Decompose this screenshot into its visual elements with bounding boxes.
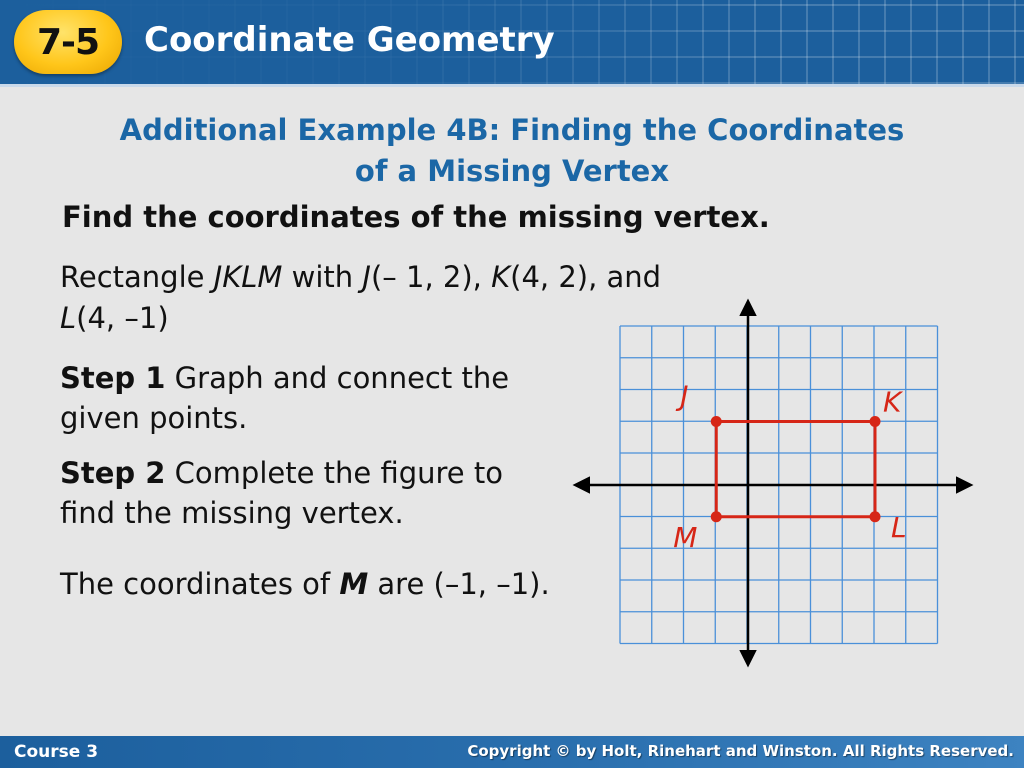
point-l-coords: (4, –1) [76,301,169,335]
answer-vertex: M [339,567,369,601]
step-1-label: Step 1 [60,361,166,395]
rectangle-jklm [716,422,875,517]
answer-text [60,564,560,604]
vertex-j-label: J [680,379,689,413]
vertex-m-point [711,511,722,522]
point-k-coords: (4, 2), and [510,260,662,294]
step-1-text: Graph and connect the given points. [60,361,510,435]
step-2-label: Step 2 [60,456,166,490]
vertex-j-point [711,416,722,427]
problem-text-2: with [282,260,363,294]
vertex-points [711,416,881,522]
vertex-l-label: L [891,510,907,544]
instruction-text: Find the coordinates of the missing vertex. [62,200,770,234]
vertex-k-point [870,416,881,427]
vertex-k-label: K [883,385,902,419]
point-k-label: K [491,260,511,294]
point-j-label: J [362,260,371,294]
lesson-title: Coordinate Geometry [144,20,555,60]
answer-text-1: The coordinates of [60,567,340,601]
example-title [40,110,984,192]
step-1 [60,358,560,438]
problem-text-1: Rectangle [60,260,214,294]
example-title-line2: of a Missing Vertex [354,154,670,188]
step-2-text: Complete the figure to find the missing vertex. [60,456,503,530]
lesson-number: 7-5 [36,21,100,63]
shape-name: JKLM [213,260,283,294]
point-l-label: L [60,301,77,335]
vertex-m-label: M [673,520,698,554]
vertex-labels [673,380,906,554]
course-label: Course 3 [14,742,99,762]
header-divider [0,84,1024,87]
coordinate-graph [568,296,978,668]
vertex-l-point [870,511,881,522]
step-2 [60,453,560,533]
point-j-coords: (– 1, 2), [370,260,492,294]
lesson-badge [14,10,122,74]
example-title-line1: Additional Example 4B: Finding the Coordinates [119,113,905,147]
copyright-notice: Copyright © by Holt, Rinehart and Winston. All Rights Reserved. [467,742,1014,760]
answer-text-2: are (–1, –1). [368,567,550,601]
